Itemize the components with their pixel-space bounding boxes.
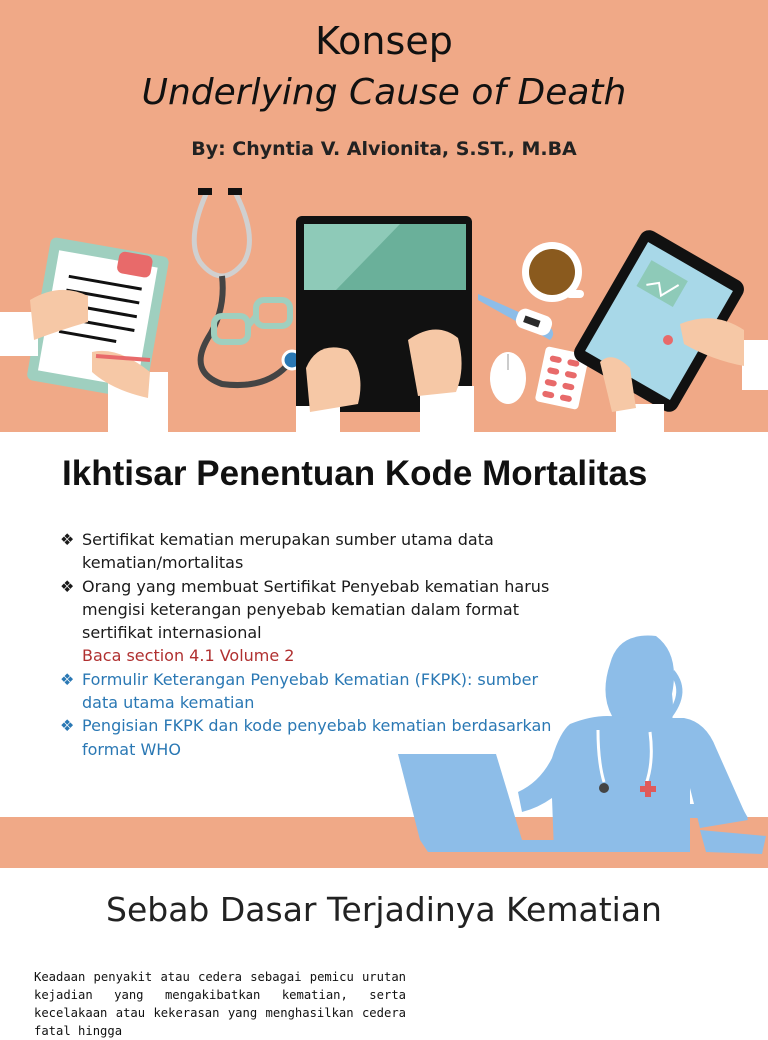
bullet-text: Sertifikat kematian merupakan sumber utama data kematian/mortalitas	[82, 530, 494, 573]
slide-heading: Ikhtisar Penentuan Kode Mortalitas	[62, 454, 648, 493]
mouse-icon	[490, 352, 526, 404]
definition-slide	[0, 868, 768, 1038]
bullet-text: Pengisian FKPK dan kode penyebab kematian berdasarkan format WHO	[82, 716, 552, 759]
slide-subtitle: Underlying Cause of Death	[141, 72, 627, 113]
reference-note: Baca section 4.1 Volume 2	[82, 646, 295, 666]
bullet-text: Formulir Keterangan Penyebab Kematian (FKPK): sumber data utama kematian	[82, 669, 539, 713]
thermometer-icon	[478, 294, 554, 340]
doctor-icon	[518, 636, 748, 852]
bullet-marker-icon: ❖	[60, 716, 75, 736]
bullet-item	[60, 528, 560, 575]
doctor-on-phone-illustration	[390, 632, 768, 868]
stethoscope-chestpiece-icon	[599, 783, 609, 793]
bullet-marker-icon: ❖	[60, 576, 75, 596]
bullet-marker-icon: ❖	[60, 530, 75, 549]
coffee-cup-icon	[522, 242, 584, 302]
stethoscope-icon	[194, 188, 301, 385]
bullet-marker-icon: ❖	[60, 669, 75, 689]
slide-title: Konsep	[315, 19, 453, 63]
glasses-icon	[214, 300, 290, 342]
desk-phone-icon	[700, 830, 766, 854]
definition-text: Keadaan penyakit atau cedera sebagai pemicu urutan kejadian yang mengakibatkan kematian, serta kecelakaan atau kekerasan yang menghasilkan cedera fatal hingga	[34, 970, 406, 1038]
title-slide	[0, 0, 768, 432]
overview-slide	[0, 432, 768, 868]
bullet-text: Orang yang membuat Sertifikat Penyebab kematian harus mengisi keterangan penyebab kematian dalam format sertifikat internasional	[82, 576, 550, 643]
medical-desk-illustration	[0, 180, 768, 432]
author-line: By: Chyntia V. Alvionita, S.ST., M.BA	[191, 138, 577, 160]
slide-heading: Sebab Dasar Terjadinya Kematian	[106, 890, 662, 929]
